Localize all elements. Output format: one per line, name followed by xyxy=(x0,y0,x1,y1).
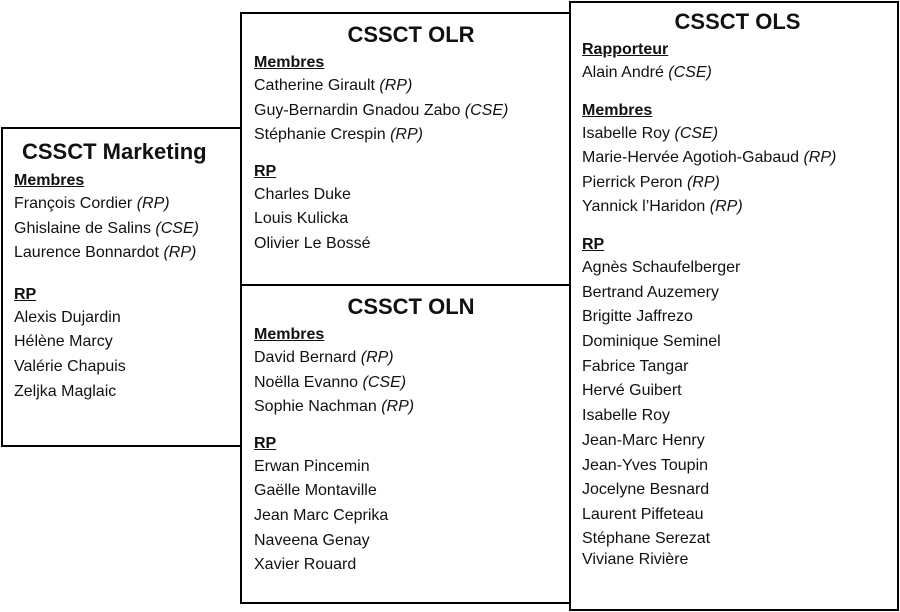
committee-box-oln xyxy=(240,284,574,604)
committee-title: CSSCT OLR xyxy=(347,22,475,47)
member-name: Charles Duke xyxy=(254,185,351,203)
member-name: Alexis Dujardin xyxy=(14,308,121,326)
rp-heading: RP xyxy=(14,285,37,303)
list-item xyxy=(582,330,893,355)
list-item xyxy=(582,528,893,549)
list-item xyxy=(582,503,893,528)
list-item xyxy=(254,529,568,554)
list-item xyxy=(14,241,239,266)
member-name: Fabrice Tangar xyxy=(582,357,689,375)
member-name: Jean Marc Ceprika xyxy=(254,506,389,524)
list-item xyxy=(582,429,893,454)
list-item xyxy=(254,395,568,420)
committee-title: CSSCT OLS xyxy=(674,9,801,34)
list-item xyxy=(582,281,893,306)
membres-heading: Membres xyxy=(254,54,325,71)
membres-heading: Membres xyxy=(14,172,85,189)
list-item xyxy=(582,171,893,196)
membres-list xyxy=(254,346,568,420)
member-name: Alain André xyxy=(582,64,664,81)
list-item xyxy=(582,122,893,147)
membres-heading: Membres xyxy=(582,101,653,119)
member-name: Gaëlle Montaville xyxy=(254,482,377,500)
member-name: Yannick l’Haridon xyxy=(582,198,706,216)
member-name: Viviane Rivière xyxy=(582,550,689,568)
list-item xyxy=(254,371,568,396)
list-item xyxy=(254,504,568,529)
list-item xyxy=(254,232,568,257)
list-item xyxy=(254,553,568,578)
list-item xyxy=(582,61,893,86)
member-name: Jean-Yves Toupin xyxy=(582,456,709,474)
list-item xyxy=(582,549,893,570)
member-tag: (CSE) xyxy=(674,124,719,142)
member-name: Hélène Marcy xyxy=(14,333,113,351)
member-tag: (RP) xyxy=(163,244,197,262)
committee-box-olr xyxy=(240,12,574,286)
list-item xyxy=(14,306,239,331)
member-name: Xavier Rouard xyxy=(254,556,357,574)
list-item xyxy=(254,455,568,480)
member-tag: (RP) xyxy=(136,195,170,212)
rp-heading: RP xyxy=(254,434,277,452)
list-item xyxy=(582,379,893,404)
list-item xyxy=(14,355,239,380)
list-item xyxy=(254,74,568,99)
member-tag: (RP) xyxy=(381,398,415,416)
list-item xyxy=(14,380,239,405)
rp-list xyxy=(254,183,568,257)
member-name: Ghislaine de Salins xyxy=(14,219,151,237)
member-name: Marie-Hervée Agotioh-Gabaud xyxy=(582,149,800,167)
list-item xyxy=(582,454,893,479)
member-name: Laurent Piffeteau xyxy=(582,506,704,523)
rp-list xyxy=(254,455,568,578)
list-item xyxy=(254,346,568,371)
member-tag: (CSE) xyxy=(668,64,712,81)
member-tag: (RP) xyxy=(803,149,837,167)
member-name: Catherine Girault xyxy=(254,77,375,94)
member-tag: (RP) xyxy=(390,126,423,144)
member-tag: (RP) xyxy=(709,198,743,216)
member-name: Zeljka Maglaic xyxy=(14,382,117,400)
member-name: Dominique Seminel xyxy=(582,333,721,351)
list-item xyxy=(254,99,568,124)
member-name: Agnès Schaufelberger xyxy=(582,258,741,276)
membres-list xyxy=(254,74,568,148)
member-tag: (RP) xyxy=(379,77,413,94)
member-tag: (CSE) xyxy=(155,219,199,237)
member-name: Olivier Le Bossé xyxy=(254,234,371,252)
member-name: Jocelyne Besnard xyxy=(582,481,710,499)
member-tag: (RP) xyxy=(686,173,720,191)
membres-list xyxy=(582,122,893,220)
member-name: Guy-Bernardin Gnadou Zabo xyxy=(254,101,461,119)
member-name: François Cordier xyxy=(14,195,133,212)
member-tag: (CSE) xyxy=(464,101,509,119)
list-item xyxy=(582,146,893,171)
list-item xyxy=(254,123,568,148)
member-name: Erwan Pincemin xyxy=(254,457,370,475)
rp-heading: RP xyxy=(582,235,605,253)
member-name: Isabelle Roy xyxy=(582,407,671,425)
list-item xyxy=(14,330,239,355)
member-tag: (RP) xyxy=(360,349,394,366)
rapporteur-heading: Rapporteur xyxy=(582,41,669,58)
committee-title: CSSCT OLN xyxy=(347,294,475,319)
member-name: Naveena Genay xyxy=(254,531,370,549)
rp-list xyxy=(582,256,893,570)
list-item xyxy=(582,404,893,429)
rp-list xyxy=(14,306,239,404)
member-name: Laurence Bonnardot xyxy=(14,244,159,262)
list-item xyxy=(14,217,239,242)
list-item xyxy=(254,207,568,232)
list-item xyxy=(254,183,568,208)
member-name: Hervé Guibert xyxy=(582,382,682,400)
member-name: Jean-Marc Henry xyxy=(582,431,705,449)
member-name: Stéphanie Crespin xyxy=(254,126,386,144)
list-item xyxy=(254,479,568,504)
committee-title: CSSCT Marketing xyxy=(22,139,207,164)
member-name: Bertrand Auzemery xyxy=(582,283,719,301)
member-name: Sophie Nachman xyxy=(254,398,377,416)
member-name: Noëlla Evanno xyxy=(254,373,359,391)
membres-heading: Membres xyxy=(254,326,325,343)
list-item xyxy=(582,195,893,220)
list-item xyxy=(582,256,893,281)
member-name: Valérie Chapuis xyxy=(14,357,126,375)
list-item xyxy=(582,305,893,330)
member-name: Pierrick Peron xyxy=(582,173,683,191)
rp-heading: RP xyxy=(254,162,277,180)
list-item xyxy=(582,478,893,503)
list-item xyxy=(582,355,893,380)
committee-box-marketing xyxy=(1,127,245,447)
member-tag: (CSE) xyxy=(362,373,407,391)
member-name: Brigitte Jaffrezo xyxy=(582,308,693,326)
member-name: David Bernard xyxy=(254,349,357,366)
committee-box-ols xyxy=(569,1,899,611)
member-name: Stéphane Serezat xyxy=(582,529,711,547)
member-name: Louis Kulicka xyxy=(254,210,349,228)
list-item xyxy=(14,192,239,217)
membres-list xyxy=(14,192,239,266)
member-name: Isabelle Roy xyxy=(582,124,671,142)
rapporteur-list xyxy=(582,61,893,86)
